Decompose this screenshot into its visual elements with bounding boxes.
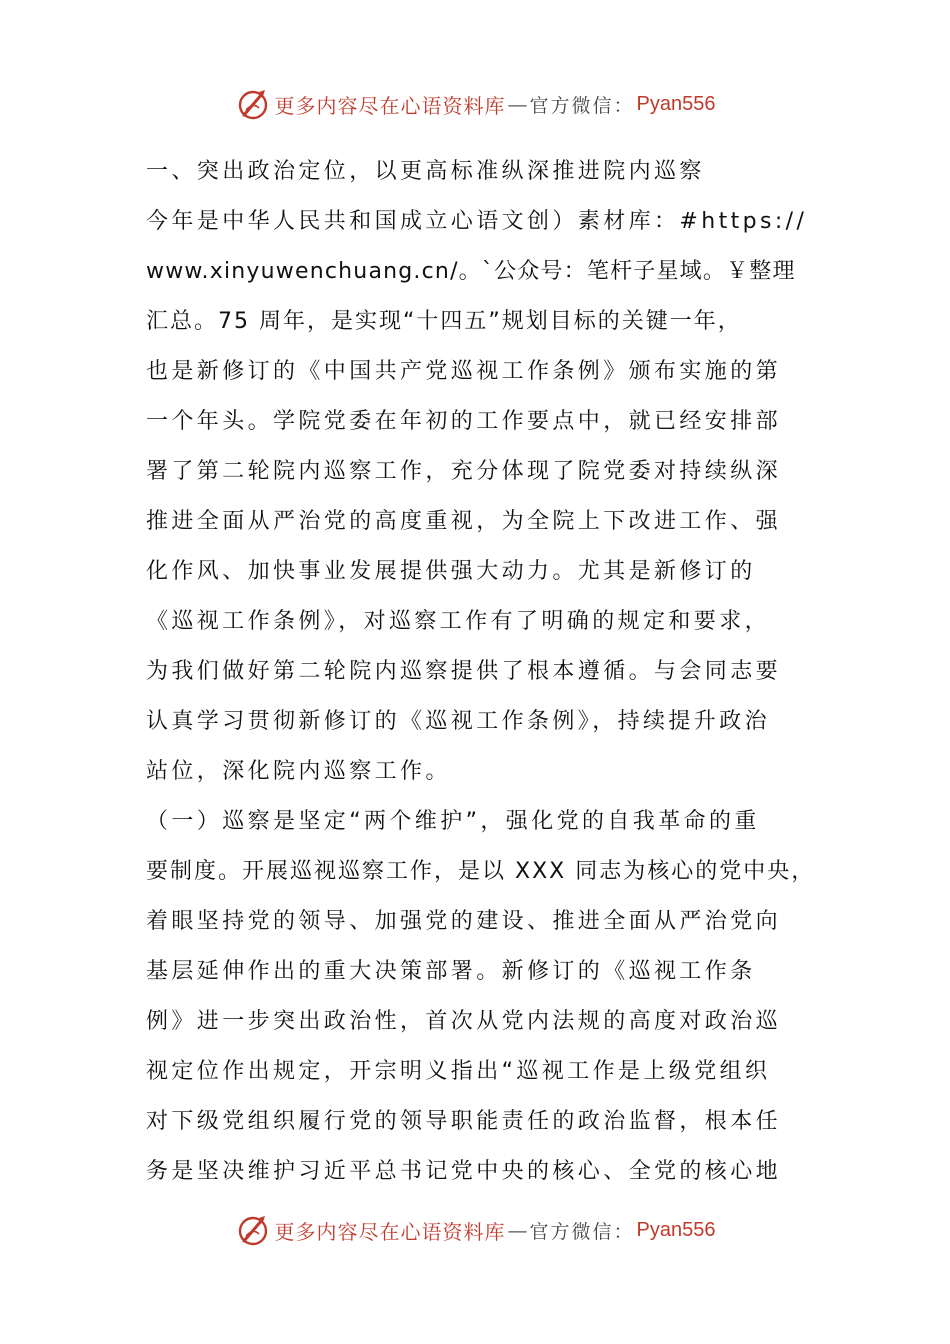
watermark-wechat-handle: Pyan556 bbox=[636, 92, 716, 115]
paragraph-line: 对下级党组织履行党的领导职能责任的政治监督，根本任 bbox=[146, 1109, 782, 1134]
watermark-title: 更多内容尽在心语资料库 bbox=[274, 93, 506, 118]
document-body bbox=[146, 147, 816, 1197]
paragraph-line: 站位，深化院内巡察工作。 bbox=[146, 759, 451, 784]
paragraph-line: 汇总。75 周年，是实现“十四五”规划目标的关键一年， bbox=[146, 309, 742, 334]
watermark-wechat-handle: Pyan556 bbox=[636, 1218, 716, 1241]
paragraph-line: 《巡视工作条例》，对巡察工作有了明确的规定和要求， bbox=[146, 609, 771, 634]
paragraph-line: 今年是中华人民共和国成立心语文创）素材库：#https:// bbox=[146, 209, 808, 234]
paragraph-line: 认真学习贯彻新修订的《巡视工作条例》，持续提升政治 bbox=[146, 709, 771, 734]
watermark-separator: — bbox=[507, 92, 528, 116]
paragraph-line: 署了第二轮院内巡察工作，充分体现了院党委对持续纵深 bbox=[146, 459, 782, 484]
watermark-separator: — bbox=[507, 1218, 528, 1242]
pen-circle-logo-icon bbox=[235, 1212, 271, 1248]
subsection-heading-line: （一）巡察是坚定“两个维护”，强化党的自我革命的重 bbox=[146, 809, 760, 834]
paragraph-line: www.xinyuwenchuang.cn/。`公众号：笔杆子星域。￥整理 bbox=[146, 259, 796, 284]
paragraph-line: 基层延伸作出的重大决策部署。新修订的《巡视工作条 bbox=[146, 959, 756, 984]
paragraph-line: 化作风、加快事业发展提供强大动力。尤其是新修订的 bbox=[146, 559, 756, 584]
paragraph-line: 例》进一步突出政治性，首次从党内法规的高度对政治巡 bbox=[146, 1009, 782, 1034]
paragraph-line: 要制度。开展巡视巡察工作，是以 XXX 同志为核心的党中央， bbox=[146, 859, 816, 884]
paragraph-line: 视定位作出规定，开宗明义指出“巡视工作是上级党组织 bbox=[146, 1059, 771, 1084]
watermark-wechat-label: 官方微信： bbox=[529, 94, 635, 117]
pen-circle-logo-icon bbox=[235, 86, 271, 122]
paragraph-line: 也是新修订的《中国共产党巡视工作条例》颁布实施的第 bbox=[146, 359, 782, 384]
footer-watermark-banner bbox=[0, 1210, 950, 1250]
paragraph-line: 推进全面从严治党的高度重视，为全院上下改进工作、强 bbox=[146, 509, 782, 534]
paragraph-line: 一个年头。学院党委在年初的工作要点中，就已经安排部 bbox=[146, 409, 782, 434]
paragraph-line: 务是坚决维护习近平总书记党中央的核心、全党的核心地 bbox=[146, 1159, 782, 1184]
paragraph-line: 着眼坚持党的领导、加强党的建设、推进全面从严治党向 bbox=[146, 909, 782, 934]
watermark-title: 更多内容尽在心语资料库 bbox=[274, 1219, 506, 1244]
header-watermark-banner bbox=[0, 84, 950, 124]
watermark-wechat-label: 官方微信： bbox=[529, 1220, 635, 1243]
paragraph-line: 为我们做好第二轮院内巡察提供了根本遵循。与会同志要 bbox=[146, 659, 782, 684]
section-heading: 一、突出政治定位，以更高标准纵深推进院内巡察 bbox=[146, 159, 705, 184]
